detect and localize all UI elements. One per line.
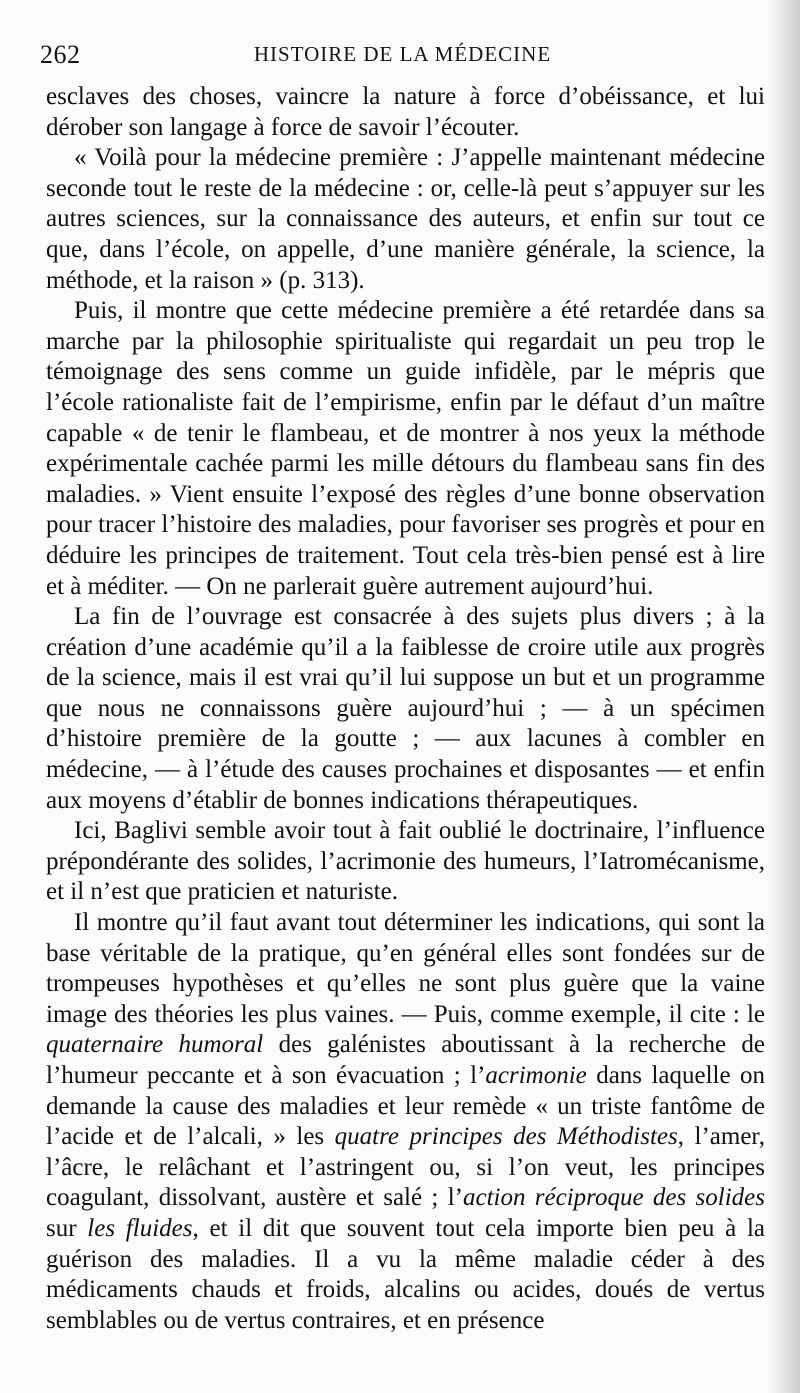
text-run: sur (46, 1214, 88, 1242)
italic-text: quatre principes des Méthodistes (334, 1123, 678, 1151)
italic-text: les fluides (87, 1214, 193, 1242)
text-run: Puis, il montre que cette médecine première a été retardée dans sa marche par la philosophie spiritualiste qui regardait un peu trop le témoignage des sens comme un guide infidèle, par le mépris que l’école rationaliste fait de l’empirisme, enfin par le défaut d’un maître capable « de tenir le flambeau, et de montrer à nos yeux la méthode expérimentale cachée parmi les mille détours du flambeau sans fin des maladies. » Vient ensuite l’exposé des règles d’une bonne observation pour tracer l’histoire des maladies, pour favoriser ses progrès et pour en déduire les principes de traitement. Tout cela très-bien pensé est à lire et à méditer. — On ne parlerait guère autrement aujourd’hui. (46, 297, 765, 600)
paragraph (46, 143, 765, 296)
text-run: , et il dit que souvent tout cela importe bien peu à la guérison des maladies. Il a vu la même maladie céder à des médicaments chauds et froids, alcalins ou acides, doués de vertus semblables ou de vertus contraires, et en présence (46, 1214, 765, 1334)
text-run: Il montre qu’il faut avant tout déterminer les indications, qui sont la base véritable de la pratique, qu’en général elles sont fondées sur de trompeuses hypothèses et qu’elles ne sont plus guère que la vaine image des théories les plus vaines. — Puis, comme exemple, il cite : le (46, 909, 765, 1028)
text-run: esclaves des choses, vaincre la nature à force d’obéissance, et lui dérober son langage à force de savoir l’écouter. (46, 83, 765, 141)
text-run: La fin de l’ouvrage est consacrée à des sujets plus divers ; à la création d’une académie qu’il a la faiblesse de croire utile aux progrès de la science, mais il est vrai qu’il lui suppose un but et un programme que nous ne connaissons guère aujourd’hui ; — à un spécimen d’histoire première de la goutte ; — aux lacunes à combler en médecine, — à l’étude des causes prochaines et disposantes — et enfin aux moyens d’établir de bonnes indications thérapeutiques. (46, 603, 765, 814)
paragraph (46, 602, 765, 816)
paragraph (46, 816, 765, 908)
italic-text: quaternaire humoral (46, 1031, 264, 1059)
paragraph (46, 908, 765, 1336)
italic-text: action réciproque des solides (462, 1184, 765, 1212)
page-header (40, 36, 765, 76)
text-run: dans laquelle on demande la cause des maladies et leur remède « un triste fantôme de l’acide et de l’alcali, » les (46, 1062, 765, 1151)
text-run: , l’amer, l’âcre, le relâchant et l’astringent ou, si l’on veut, les principes coagulant, dissolvant, austère et salé ; l’ (46, 1123, 766, 1212)
text-run: Ici, Baglivi semble avoir tout à fait oublié le doctrinaire, l’influence prépondérante des solides, l’acrimonie des humeurs, l’Iatromécanisme, et il n’est que praticien et naturiste. (46, 817, 765, 906)
running-head: HISTOIRE DE LA MÉDECINE (253, 42, 552, 66)
page-edge-shadow (766, 0, 800, 1393)
text-run: « Voilà pour la médecine première : J’appelle maintenant médecine seconde tout le reste de la médecine : or, celle-là peut s’appuyer sur les autres sciences, sur la connaissance des auteurs, et enfin sur tout ce que, dans l’école, on appelle, d’une manière générale, la science, la méthode, et la raison » (p. 313). (46, 144, 765, 294)
page-number: 262 (40, 40, 81, 69)
body-text (46, 82, 765, 1336)
paragraph (46, 296, 765, 602)
text-run: des galénistes aboutissant à la recherche de l’humeur peccante et à son évacuation ; l’ (46, 1031, 766, 1089)
paragraph (46, 82, 765, 143)
italic-text: acrimonie (485, 1062, 587, 1089)
